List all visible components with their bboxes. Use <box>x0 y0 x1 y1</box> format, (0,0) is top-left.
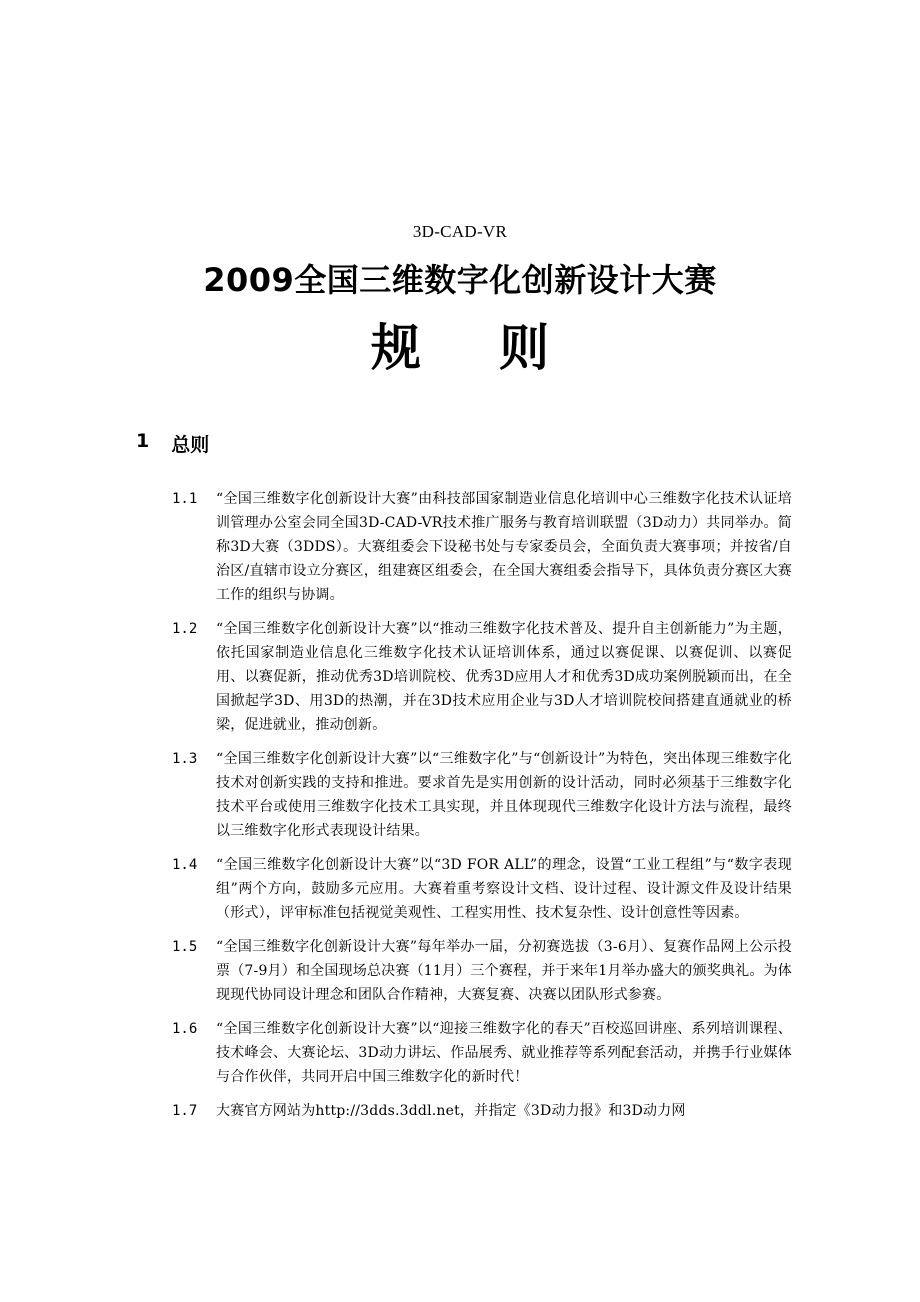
item-text: “全国三维数字化创新设计大赛”以“3D FOR ALL”的理念，设置“工业工程组”与“数字表现组”两个方向，鼓励多元应用。大赛着重考察设计文档、设计过程、设计源文件及设计结果（形式），评审标准包括视觉美观性、工程实用性、技术复杂性、设计创意性等因素。 <box>216 857 792 921</box>
list-item <box>172 617 792 737</box>
rules-list <box>172 487 792 1133</box>
item-number: 1.5 <box>172 939 198 955</box>
item-number: 1.3 <box>172 751 198 767</box>
item-text: 大赛官方网站为http://3dds.3ddl.net，并指定《3D动力报》和3D动力网 <box>216 1103 686 1119</box>
item-number: 1.4 <box>172 857 198 873</box>
item-number: 1.6 <box>172 1021 198 1037</box>
document-subtitle: 3D-CAD-VR <box>412 222 508 241</box>
document-title: 2009全国三维数字化创新设计大赛 <box>203 261 717 299</box>
list-item <box>172 853 792 925</box>
item-text: “全国三维数字化创新设计大赛”以“迎接三维数字化的春天”百校巡回讲座、系列培训课程、技术峰会、大赛论坛、3D动力讲坛、作品展秀、就业推荐等系列配套活动，并携手行业媒体与合作伙伴，共同开启中国三维数字化的新时代！ <box>216 1021 792 1085</box>
item-text: “全国三维数字化创新设计大赛”每年举办一届，分初赛选拔（3-6月）、复赛作品网上公示投票（7-9月）和全国现场总决赛（11月）三个赛程，并于来年1月举办盛大的颁奖典礼。为体现现代协同设计理念和团队合作精神，大赛复赛、决赛以团队形式参赛。 <box>216 939 792 1003</box>
section-title: 总则 <box>171 434 210 456</box>
list-item <box>172 747 792 843</box>
list-item <box>172 1099 792 1123</box>
item-text: “全国三维数字化创新设计大赛”由科技部国家制造业信息化培训中心三维数字化技术认证培训管理办公室会同全国3D-CAD-VR技术推广服务与教育培训联盟（3D动力）共同举办。简称3D大赛（3DDS）。大赛组委会下设秘书处与专家委员会，全面负责大赛事项；并按省/自治区/直辖市设立分赛区，组建赛区组委会，在全国大赛组委会指导下，具体负责分赛区大赛工作的组织与协调。 <box>216 491 792 603</box>
item-text: “全国三维数字化创新设计大赛”以“推动三维数字化技术普及、提升自主创新能力”为主题，依托国家制造业信息化三维数字化技术认证培训体系，通过以赛促课、以赛促训、以赛促用、以赛促新，推动优秀3D培训院校、优秀3D应用人才和优秀3D成功案例脱颖而出，在全国掀起学3D、用3D的热潮，并在3D技术应用企业与3D人才培训院校间搭建直通就业的桥梁，促进就业，推动创新。 <box>216 621 792 733</box>
section-number: 1 <box>136 430 150 452</box>
section-heading <box>136 430 209 457</box>
rules-title: 规则 <box>371 319 627 377</box>
list-item <box>172 487 792 607</box>
list-item <box>172 935 792 1007</box>
item-number: 1.2 <box>172 621 198 637</box>
item-text: “全国三维数字化创新设计大赛”以“三维数字化”与“创新设计”为特色，突出体现三维数字化技术对创新实践的支持和推进。要求首先是实用创新的设计活动，同时必须基于三维数字化技术平台或使用三维数字化技术工具实现，并且体现现代三维数字化设计方法与流程，最终以三维数字化形式表现设计结果。 <box>216 751 792 839</box>
item-number: 1.7 <box>172 1103 198 1119</box>
item-number: 1.1 <box>172 491 198 507</box>
list-item <box>172 1017 792 1089</box>
